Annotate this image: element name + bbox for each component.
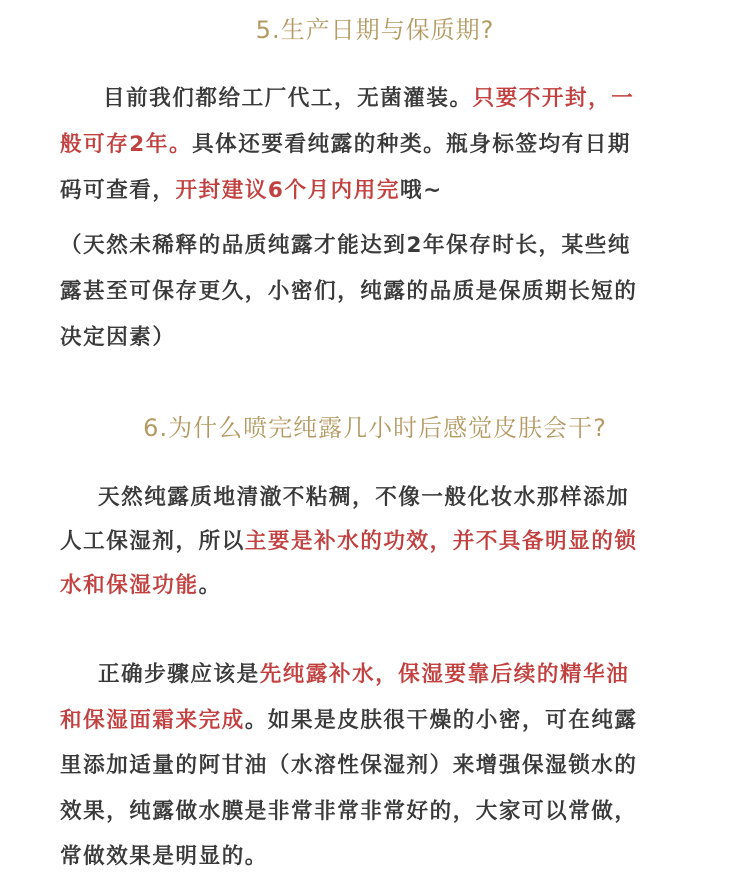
- text-span: 。如果是皮肤很干燥的小密，可在纯露: [244, 707, 638, 733]
- text-line: 里添加适量的阿甘油（水溶性保湿剂）来增强保湿锁水的: [60, 753, 638, 778]
- text-line: 天然纯露质地清澈不粘稠，不像一般化妆水那样添加: [98, 485, 630, 510]
- text-span: 哦~: [399, 178, 443, 203]
- section-6-paragraph-2: [60, 652, 690, 880]
- text-span: 码可查看，: [60, 178, 176, 203]
- highlight-text: 般可存2年。: [60, 132, 193, 157]
- highlight-text: 开封建议6个月内用完: [175, 178, 400, 203]
- text-span: 正确步骤应该是: [98, 662, 260, 687]
- text-line: [60, 698, 690, 744]
- text-span: 具体还要看纯露的种类。瓶身标签均有日期: [192, 132, 631, 157]
- text-span: 目前我们都给工厂代工，无菌灌装。: [103, 86, 473, 111]
- text-line: 效果，纯露做水膜是非常非常非常好的，大家可以常做，: [60, 798, 638, 824]
- section-6-title: 6.为什么喷完纯露几小时后感觉皮肤会干?: [143, 414, 607, 442]
- text-line: （天然未稀释的品质纯露才能达到2年保存时长，某些纯: [60, 233, 631, 258]
- text-line: [60, 168, 690, 214]
- highlight-text: 和保湿面霜来完成: [60, 707, 245, 733]
- highlight-text: 只要不开封，一: [472, 86, 635, 111]
- section-6-paragraph-1: [60, 476, 690, 608]
- text-line: [60, 564, 690, 608]
- section-5-paragraph-2: [60, 223, 690, 361]
- section-5-title: 5.生产日期与保质期?: [255, 16, 495, 44]
- text-line: [60, 520, 690, 564]
- text-span: 。: [198, 573, 222, 598]
- text-span: 人工保湿剂，所以: [60, 529, 245, 554]
- text-line: [60, 122, 690, 168]
- highlight-text: 主要是补水的功效，并不具备明显的锁: [244, 529, 638, 554]
- text-line: 露甚至可保存更久，小密们，纯露的品质是保质期长短的: [60, 279, 638, 304]
- text-line: 常做效果是明显的。: [60, 844, 268, 869]
- highlight-text: 水和保湿功能: [60, 573, 199, 598]
- highlight-text: 先纯露补水，保湿要靠后续的精华油: [259, 662, 630, 687]
- text-line: [60, 652, 690, 698]
- section-5-paragraph-1: [60, 76, 690, 214]
- text-line: 决定因素）: [60, 325, 176, 350]
- text-line: [60, 76, 690, 122]
